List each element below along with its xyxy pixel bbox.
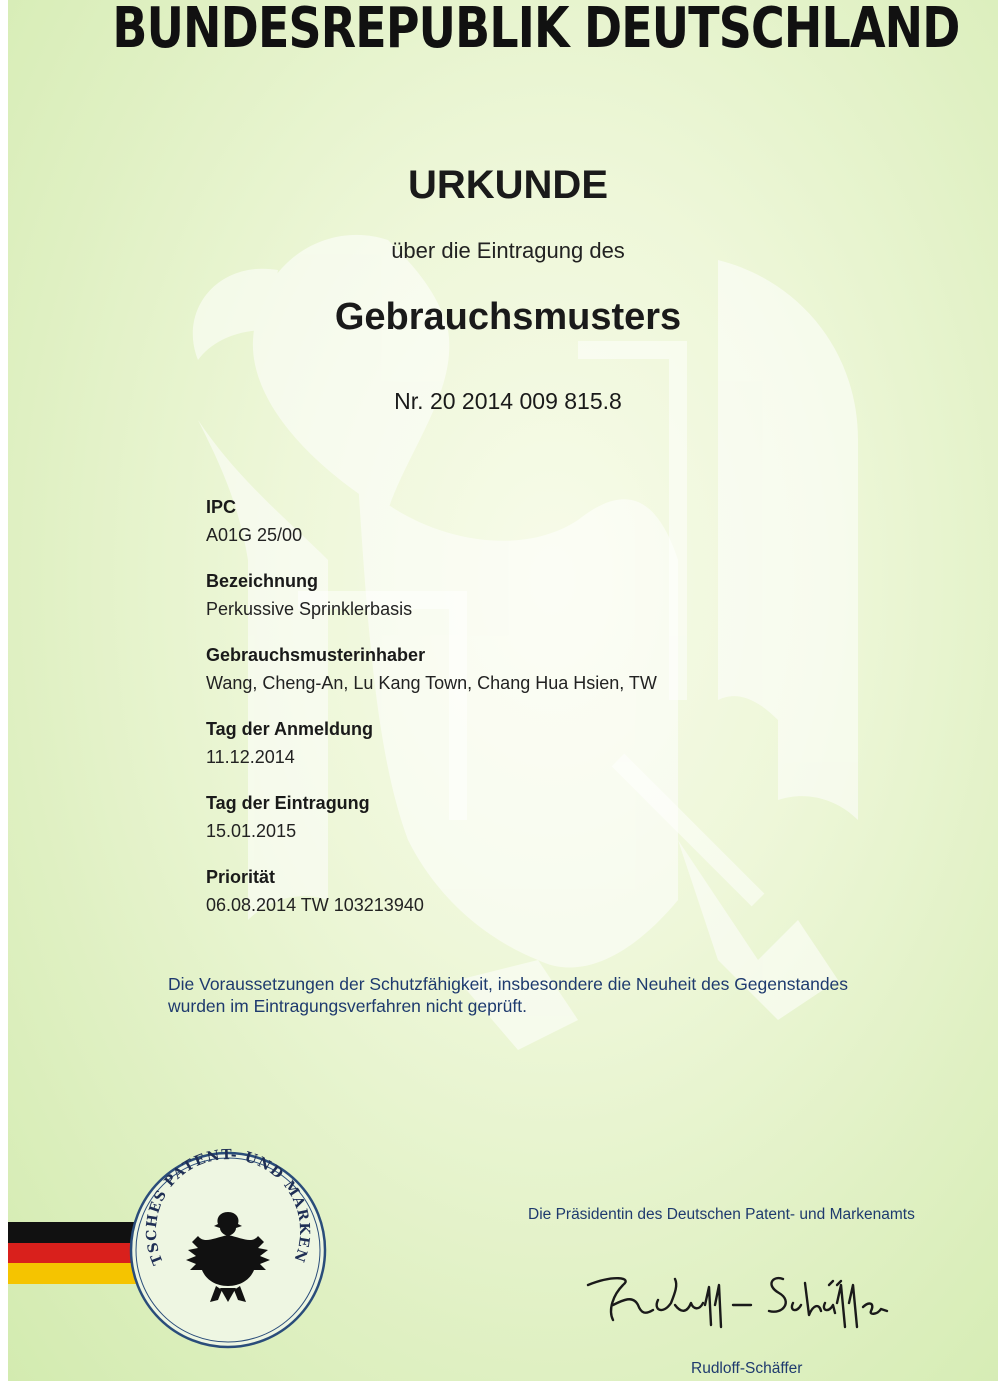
field-bezeichnung (206, 570, 906, 622)
field-anmeldung (206, 718, 906, 770)
examination-notice (168, 973, 988, 1017)
field-value: 15.01.2015 (206, 821, 297, 841)
registration-number: Nr. 20 2014 009 815.8 (394, 388, 622, 414)
registration-fields (206, 496, 906, 940)
field-label: Tag der Eintragung (206, 793, 370, 813)
field-value: 06.08.2014 TW 103213940 (206, 895, 424, 915)
flag-band-gold (8, 1263, 138, 1284)
field-inhaber (206, 644, 906, 696)
field-value: 11.12.2014 (206, 747, 295, 767)
notice-line-2: wurden im Eintragungsverfahren nicht geprüft. (168, 996, 527, 1016)
field-prioritaet (206, 866, 906, 918)
field-label: Bezeichnung (206, 571, 319, 591)
seal-graphic (128, 1140, 328, 1360)
field-label: IPC (206, 497, 237, 517)
flag-band-black (8, 1222, 138, 1243)
field-ipc (206, 496, 906, 548)
certificate-title: URKUNDE (408, 163, 608, 207)
certificate-type: Gebrauchsmusters (334, 296, 682, 338)
patent-office-seal (128, 1140, 328, 1360)
field-value: Perkussive Sprinklerbasis (206, 599, 413, 619)
certificate-subtitle: über die Eintragung des (391, 238, 625, 263)
signature-image (583, 1265, 913, 1335)
field-eintragung (206, 792, 906, 844)
field-label: Priorität (206, 867, 276, 887)
german-flag-stripe (8, 1222, 138, 1284)
signer-name: Rudloff-Schäffer (691, 1360, 803, 1377)
field-value: Wang, Cheng-An, Lu Kang Town, Chang Hua Hsien, TW (206, 673, 657, 693)
field-label: Gebrauchsmusterinhaber (206, 645, 426, 665)
country-heading: BUNDESREPUBLIK DEUTSCHLAND (112, 0, 960, 61)
notice-line-1: Die Voraussetzungen der Schutzfähigkeit, insbesondere die Neuheit des Gegenstandes (168, 974, 849, 994)
president-title: Die Präsidentin des Deutschen Patent- und Markenamts (528, 1206, 915, 1223)
flag-band-red (8, 1243, 138, 1264)
field-value: A01G 25/00 (206, 525, 303, 545)
seal-text: TSCHES PATENT- UND MARKEN (143, 1147, 313, 1267)
field-label: Tag der Anmeldung (206, 719, 374, 739)
